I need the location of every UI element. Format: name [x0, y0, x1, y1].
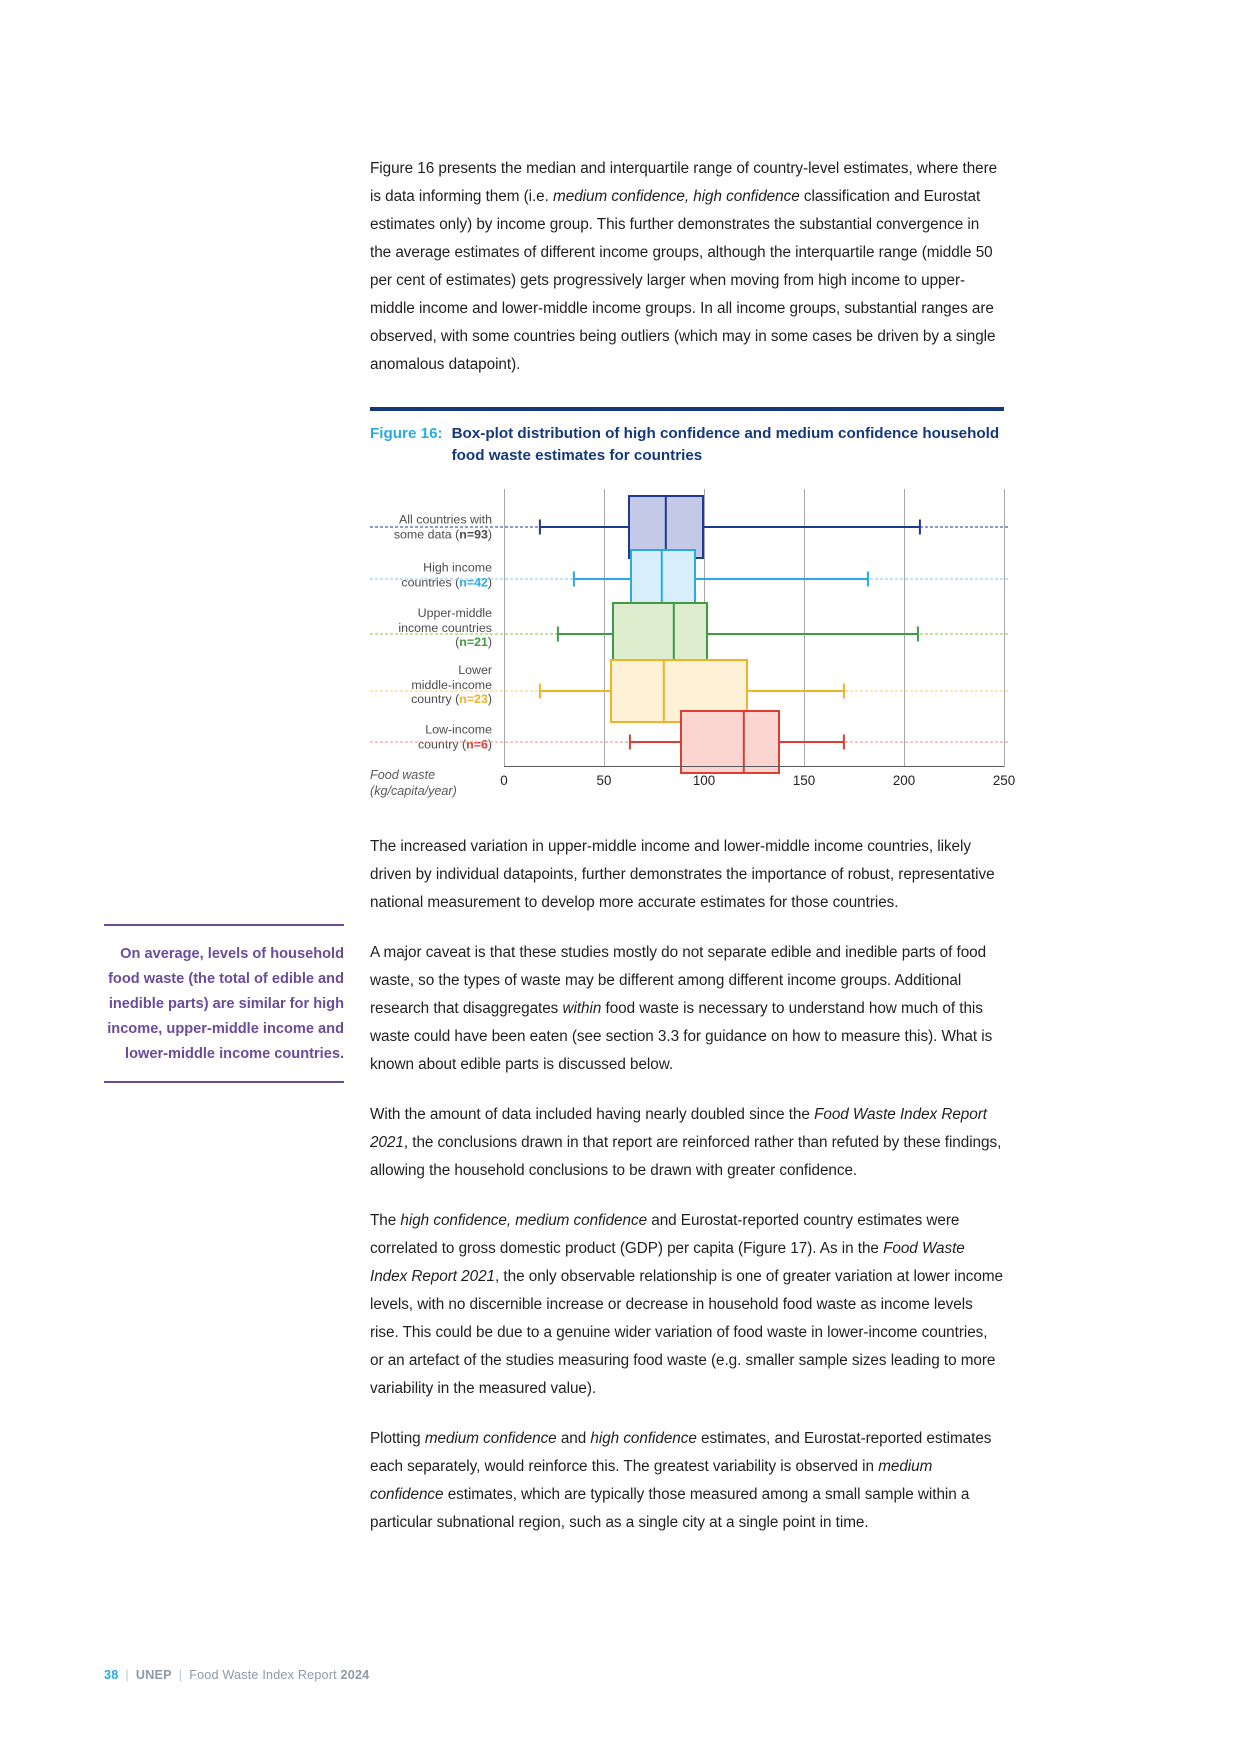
pull-quote-bottom-rule	[104, 1081, 344, 1083]
chart-category-labels	[370, 489, 492, 767]
gridline-50	[604, 489, 605, 767]
paragraph-2: The increased variation in upper-middle income and lower-middle income countries, likely driven by individual datapoints, further demonstrates the importance of robust, representative national measurement to develop more accurate estimates for those countries.	[370, 838, 995, 911]
median-line	[661, 549, 663, 609]
figure-caption	[370, 423, 1004, 467]
xtick-50: 50	[596, 773, 612, 788]
gridline-150	[804, 489, 805, 767]
whisker-cap-low	[539, 684, 541, 699]
whisker-cap-high	[843, 684, 845, 699]
paragraph-1: Figure 16 presents the median and interquartile range of country-level estimates, where there is data informing them (i.e. medium confidence, high confidence classification and Eurostat estimates only) by income group. This further demonstrates the substantial convergence in the average estimates of different income groups, although the interquartile range (middle 50 per cent of estimates) gets progressively larger when moving from high income to upper-middle income and lower-middle income groups. In all income groups, substantial ranges are observed, with some countries being outliers (which may in some cases be driven by a single anomalous datapoint).	[370, 160, 998, 373]
xtick-150: 150	[792, 773, 816, 788]
figure-top-rule	[370, 407, 1004, 411]
xtick-0: 0	[500, 773, 508, 788]
x-axis-line	[504, 766, 1004, 767]
page-footer	[104, 1668, 369, 1682]
median-line	[673, 602, 675, 666]
box-iqr	[680, 710, 780, 774]
paragraph-5: The high confidence, medium confidence and Eurostat-reported country estimates were correlated to gross domestic product (GDP) per capita (Figure 17). As in the Food Waste Index Report 2021, the only observable relationship is one of greater variation at lower income levels, with no discernible increase or decrease in household food waste as income levels rise. This could be due to a genuine wider variation of food waste in lower-income countries, or an artefact of the studies measuring food waste (e.g. smaller sample sizes leading to more variability in the measured value).	[370, 1212, 1003, 1397]
median-line	[663, 659, 665, 723]
pull-quote-text: On average, levels of household food waste (the total of edible and inedible parts) are similar for high income, upper-middle income and lower-middle income countries.	[107, 946, 344, 1062]
figure-16	[370, 407, 1016, 807]
xtick-200: 200	[892, 773, 916, 788]
chart-plot-area	[500, 489, 1016, 788]
category-label-high-income: High income countries (n=42)	[401, 560, 492, 589]
footer-organization: UNEP	[135, 1668, 172, 1682]
footer-page-number: 38	[104, 1668, 119, 1682]
gridline-0	[504, 489, 505, 767]
footer-separator-2: |	[178, 1668, 183, 1682]
whisker-cap-high	[843, 735, 845, 750]
boxplot-chart	[370, 489, 1016, 807]
whisker-cap-low	[573, 572, 575, 587]
x-axis-title	[370, 767, 496, 799]
x-axis-title-line1: Food waste	[370, 768, 436, 782]
whisker-cap-high	[867, 572, 869, 587]
whisker-cap-high	[917, 627, 919, 642]
category-label-low-income: Low-income country (n=6)	[417, 722, 492, 751]
median-line	[743, 710, 745, 774]
main-column	[370, 155, 1016, 1559]
figure-title: Box-plot distribution of high confidence and medium confidence household food waste estimates for countries	[451, 425, 1000, 464]
footer-year: 2024	[340, 1668, 370, 1682]
figure-number: Figure 16:	[370, 425, 443, 442]
box-iqr	[612, 602, 708, 666]
whisker-cap-low	[539, 520, 541, 535]
gridline-250	[1004, 489, 1005, 767]
whisker-line	[540, 526, 920, 528]
category-label-all-countries: All countries with some data (n=93)	[393, 512, 492, 541]
paragraph-4: With the amount of data included having nearly doubled since the Food Waste Index Report 2021, the conclusions drawn in that report are reinforced rather than refuted by these findings, allowing the household conclusions to be drawn with greater confidence.	[370, 1106, 1002, 1179]
pull-quote	[104, 924, 344, 1083]
paragraph-6: Plotting medium confidence and high confidence estimates, and Eurostat-reported estimates each separately, would reinforce this. The greatest variability is observed in medium confidence estimates, which are typically those measured among a small sample within a particular subnational region, such as a single city at a single point in time.	[370, 1430, 992, 1531]
footer-separator-1: |	[125, 1668, 129, 1682]
xtick-100: 100	[692, 773, 716, 788]
whisker-cap-low	[557, 627, 559, 642]
xtick-250: 250	[992, 773, 1016, 788]
category-label-lower-middle: Lower middle-income country (n=23)	[411, 663, 492, 707]
gridline-200	[904, 489, 905, 767]
x-axis-title-line2: (kg/capita/year)	[370, 784, 457, 798]
whisker-cap-low	[629, 735, 631, 750]
whisker-line	[574, 578, 868, 580]
footer-report-name: Food Waste Index Report	[189, 1668, 337, 1682]
category-label-upper-middle: Upper-middle income countries (n=21)	[398, 606, 492, 650]
whisker-cap-high	[919, 520, 921, 535]
paragraph-3: A major caveat is that these studies mostly do not separate edible and inedible parts of food waste, so the types of waste may be different among different income groups. Additional research that disaggregates within food waste is necessary to understand how much of this waste could have been eaten (see section 3.3 for guidance on how to measure this). What is known about edible parts is discussed below.	[370, 944, 993, 1073]
